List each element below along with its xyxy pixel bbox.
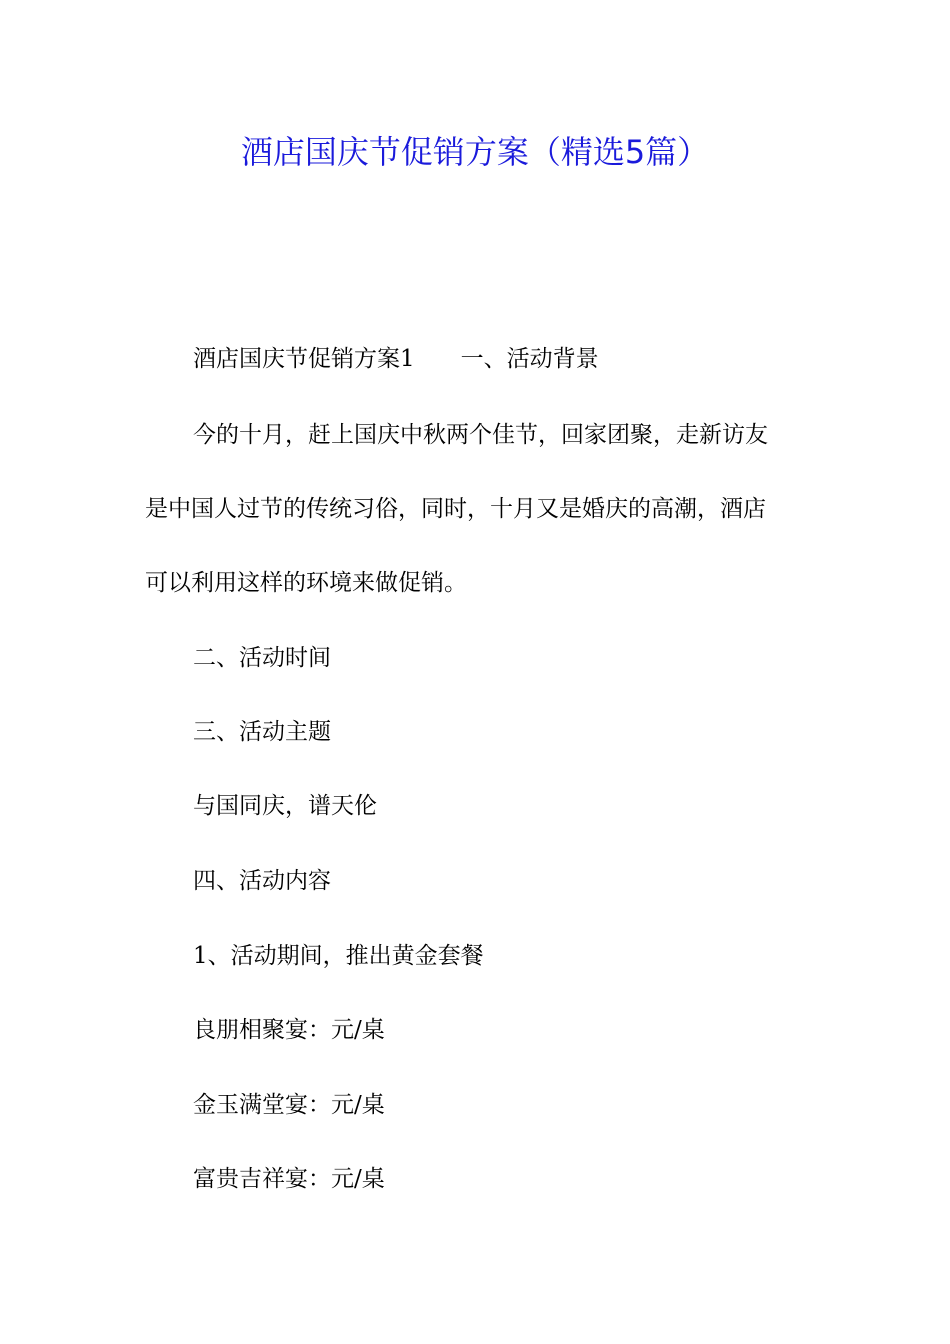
section-heading-content: 四、活动内容 bbox=[193, 868, 331, 894]
package-item: 良朋相聚宴：元/桌 bbox=[193, 1017, 385, 1043]
theme-text: 与国同庆，谱天伦 bbox=[193, 793, 377, 819]
content-item-1: 1、活动期间，推出黄金套餐 bbox=[193, 943, 484, 969]
document-title: 酒店国庆节促销方案（精选5篇） bbox=[240, 133, 710, 171]
heading-section-1: 一、活动背景 bbox=[460, 346, 599, 372]
paragraph-line: 可以利用这样的环境来做促销。 bbox=[145, 570, 467, 596]
paragraph-line: 今的十月，赶上国庆中秋两个佳节，回家团聚，走新访友 bbox=[193, 422, 768, 448]
heading-plan-title: 酒店国庆节促销方案1 bbox=[193, 346, 415, 372]
section-heading-time: 二、活动时间 bbox=[193, 645, 331, 671]
section-heading-theme: 三、活动主题 bbox=[193, 719, 331, 745]
heading-line bbox=[193, 342, 805, 376]
paragraph-line: 是中国人过节的传统习俗，同时，十月又是婚庆的高潮，酒店 bbox=[145, 496, 766, 522]
package-item: 富贵吉祥宴：元/桌 bbox=[193, 1166, 385, 1192]
package-item: 金玉满堂宴：元/桌 bbox=[193, 1092, 385, 1118]
